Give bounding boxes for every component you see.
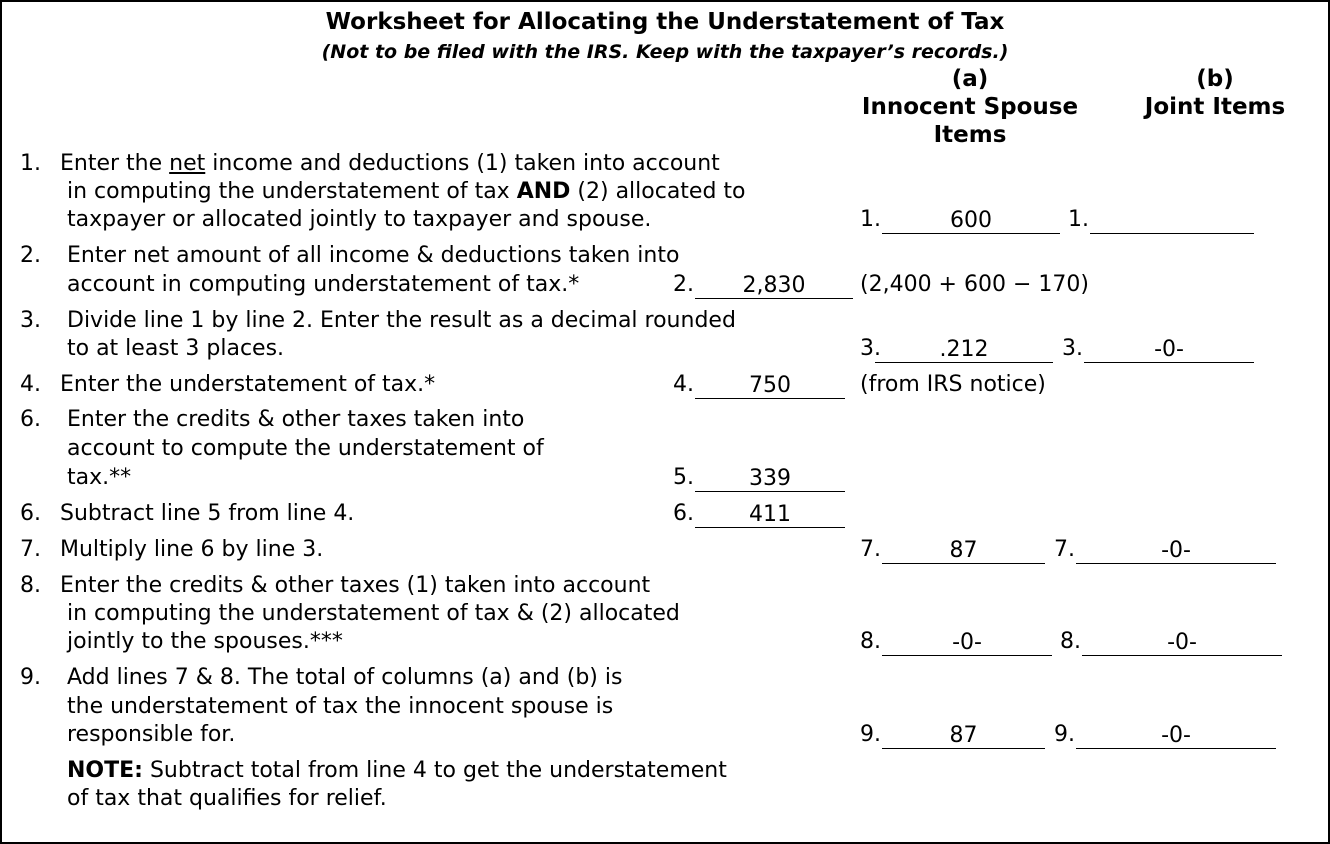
column-a-name-1: Innocent Spouse [861,94,1079,120]
line-1-text-1: Enter the net income and deductions (1) taken into account [60,151,720,176]
line-8-a-field[interactable]: -0- [882,630,1052,656]
line-3-number: 3. [20,308,41,333]
line-7-text-1: Multiply line 6 by line 3. [60,537,324,562]
line-8-a-label: 8. [860,629,881,654]
line-2-text-2: account in computing understatement of tax.* [67,272,580,297]
line-1-number: 1. [20,151,41,176]
line-7-number: 7. [20,537,41,562]
line-9-text-2: the understatement of tax the innocent spouse is [67,694,614,719]
note-label: NOTE: [67,758,143,783]
line-7-a-label: 7. [860,537,881,562]
line-3-text-2: to at least 3 places. [67,336,285,361]
line-9-number: 9. [20,665,41,690]
line-3-b-label: 3. [1062,336,1083,361]
line-7-a-field[interactable]: 87 [882,538,1045,564]
note-line-1: NOTE: Subtract total from line 4 to get the understatement [67,758,727,783]
line-5-text-1: Enter the credits & other taxes taken into [67,407,525,432]
line-6-mid-label: 6. [673,501,694,526]
line-1-a-label: 1. [860,207,881,232]
line-3-b-field[interactable]: -0- [1084,337,1254,363]
column-b-letter: (b) [1196,66,1234,92]
line-6-number: 6. [20,501,41,526]
line-7-b-field[interactable]: -0- [1076,538,1276,564]
line-1-text-3: taxpayer or allocated jointly to taxpayer and spouse. [67,207,652,232]
line-8-number: 8. [20,573,41,598]
line-5-text-2: account to compute the understatement of [67,436,544,461]
line-8-text-1: Enter the credits & other taxes (1) taken into account [60,573,651,598]
line-2-mid-label: 2. [673,272,694,297]
line-5-mid-field[interactable]: 339 [695,466,845,492]
line-2-calculation-note: (2,400 + 600 − 170) [860,272,1089,297]
line-1-b-label: 1. [1068,207,1089,232]
line-4-number: 4. [20,372,41,397]
line-5-text-3: tax.** [67,465,132,490]
line-8-b-label: 8. [1060,629,1081,654]
note-line-2: of tax that qualifies for relief. [67,786,387,811]
line-3-text-1: Divide line 1 by line 2. Enter the result as a decimal rounded [67,308,736,333]
line-1-a-field[interactable]: 600 [882,208,1060,234]
line-9-b-label: 9. [1054,722,1075,747]
line-8-text-3: jointly to the spouses.*** [67,629,343,654]
line-7-b-label: 7. [1054,537,1075,562]
line-8-b-field[interactable]: -0- [1082,630,1282,656]
line-2-mid-field[interactable]: 2,830 [695,273,853,299]
line-5-number: 6. [20,407,41,432]
worksheet-title: Worksheet for Allocating the Understatement of Tax [325,9,1005,35]
line-5-mid-label: 5. [673,465,694,490]
line-4-mid-label: 4. [673,372,694,397]
line-6-mid-field[interactable]: 411 [695,502,845,528]
column-a-name-2: Items [933,122,1007,148]
column-b-name: Joint Items [1144,94,1286,120]
column-a-letter: (a) [951,66,989,92]
line-1-b-field[interactable] [1090,208,1254,234]
line-2-number: 2. [20,243,41,268]
line-4-mid-field[interactable]: 750 [695,373,845,399]
line-9-text-3: responsible for. [67,722,236,747]
line-9-b-field[interactable]: -0- [1076,723,1276,749]
line-2-text-1: Enter net amount of all income & deductions taken into [67,243,680,268]
line-9-a-field[interactable]: 87 [882,723,1045,749]
worksheet-subtitle: (Not to be filed with the IRS. Keep with the taxpayer’s records.) [321,41,1009,63]
line-3-a-label: 3. [860,336,881,361]
line-9-text-1: Add lines 7 & 8. The total of columns (a) and (b) is [67,665,623,690]
line-4-source-note: (from IRS notice) [860,372,1046,397]
line-1-text-2: in computing the understatement of tax AND (2) allocated to [67,179,746,204]
line-6-text-1: Subtract line 5 from line 4. [60,501,355,526]
line-8-text-2: in computing the understatement of tax & (2) allocated [67,601,680,626]
line-9-a-label: 9. [860,722,881,747]
line-4-text-1: Enter the understatement of tax.* [60,372,436,397]
line-3-a-field[interactable]: .212 [875,337,1053,363]
